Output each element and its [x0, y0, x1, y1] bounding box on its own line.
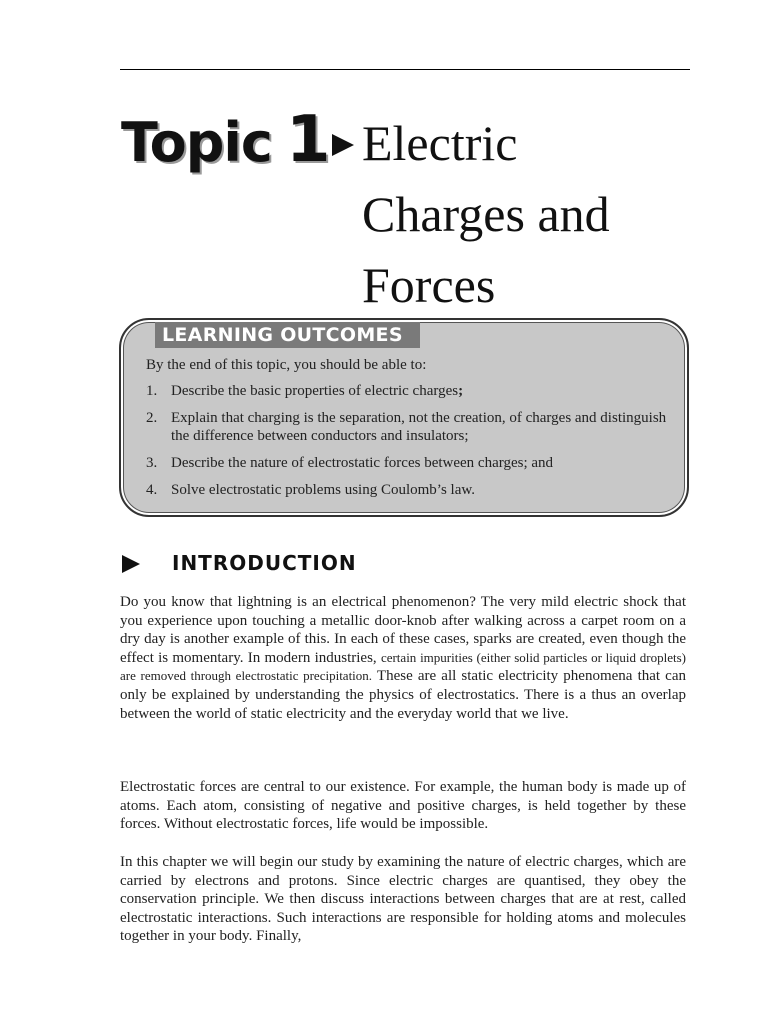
list-item-number: 1. [146, 383, 158, 399]
topic-title-line: Forces [362, 257, 496, 313]
paragraph: In this chapter we will begin our study by examining the nature of electric charges, which are carried by electrons and protons. Since electric charges are quantised, they obey the conservation principle. We then discuss interactions between charges that are at rest, called electrostatic interactions. Such interactions are responsible for holding atoms and molecules together in your body. Finally, [120, 854, 686, 945]
list-item [146, 481, 676, 499]
list-item-text: Describe the nature of electrostatic forces between charges; and [171, 455, 554, 471]
list-item-number: 4. [146, 482, 158, 498]
list-item-number: 3. [146, 455, 158, 471]
list-item-text: Solve electrostatic problems using Coulomb’s law. [171, 482, 475, 498]
paragraph [120, 593, 686, 723]
topic-number: 1 [285, 103, 330, 177]
section-heading-introduction: INTRODUCTION [172, 551, 357, 575]
list-item-bold-punct: ; [458, 383, 464, 399]
triangle-right-icon [332, 134, 354, 156]
list-item-text: Describe the basic properties of electric charges [171, 383, 459, 399]
paragraph-text: These are all static electricity phenomena that can only be explained by understanding the physics of electrostatics. There is a thus an overlap between the world of static electricity and the everyday world that we live. [120, 668, 686, 722]
paragraph: Electrostatic forces are central to our existence. For example, the human body is made up of atoms. Each atom, consisting of negative and positive charges, is held together by these forces. Without electrostatic forces, life would be impossible. [120, 779, 686, 833]
learning-outcomes-header: LEARNING OUTCOMES [155, 322, 420, 348]
topic-title-line: Charges and [362, 186, 610, 242]
list-item [146, 382, 676, 400]
paragraph-small-text: certain impurities (either solid particles or liquid droplets) are removed through electrostatic precipitation. [120, 649, 686, 684]
topic-title [362, 108, 692, 321]
list-item-text: Explain that charging is the separation, not the creation, of charges and distinguish the difference between conductors and insulators; [171, 410, 667, 444]
triangle-right-icon [122, 555, 140, 573]
topic-label [121, 103, 330, 177]
paragraph-text: Do you know that lightning is an electrical phenomenon? The very mild electric shock that you experience upon touching a metallic door-knob after walking across a carpet room on a dry day is another example of this. In each of these cases, sparks are created, even though the effect is momentary. In modern industries, [120, 594, 686, 666]
top-rule [120, 69, 690, 70]
list-item-number: 2. [146, 410, 158, 426]
list-item [146, 454, 676, 472]
topic-word: Topic [121, 111, 272, 174]
topic-title-line: Electric [362, 115, 518, 171]
list-item [146, 409, 676, 445]
learning-outcomes-list [146, 382, 676, 508]
learning-outcomes-intro: By the end of this topic, you should be able to: [146, 357, 427, 373]
